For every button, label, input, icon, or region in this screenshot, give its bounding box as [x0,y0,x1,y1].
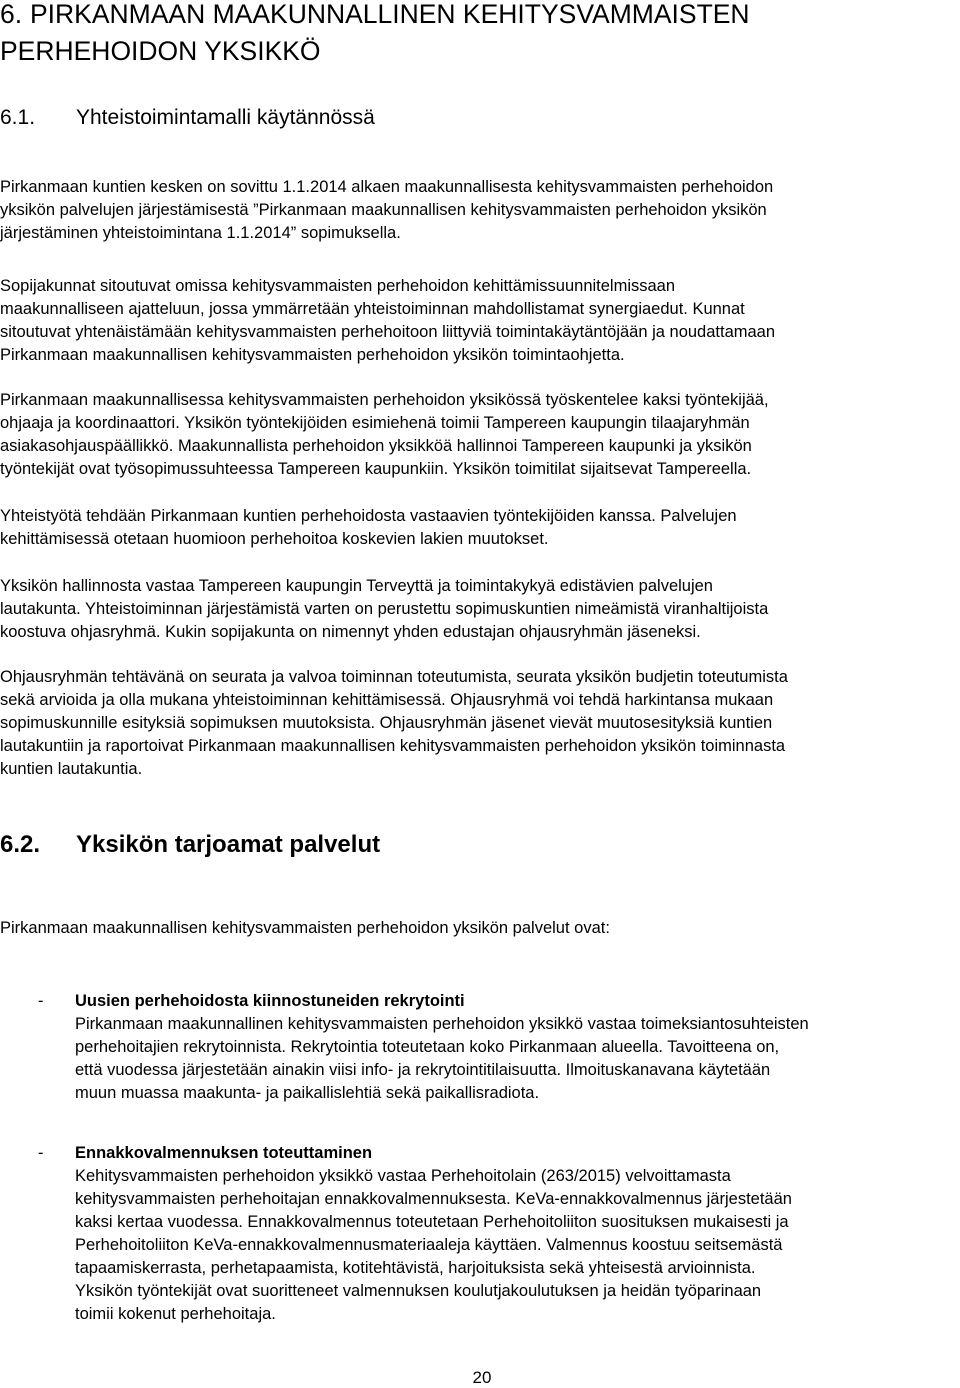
paragraph-5 [0,575,960,644]
paragraph-line: Pirkanmaan maakunnallisessa kehitysvammaisten perhehoidon yksikössä työskentelee kaksi työntekijää, [0,391,769,409]
service-item-line: perhehoitajien rekrytoinnista. Rekrytointia toteutetaan koko Pirkanmaan alueella. Tavoitteena on, [75,1038,780,1056]
paragraph-1 [0,176,960,245]
paragraph-line: Pirkanmaan kuntien kesken on sovittu 1.1.2014 alkaen maakunnallisesta kehitysvammaisten perhehoidon [0,178,774,196]
paragraph-line: kuntien lautakuntia. [0,760,143,778]
paragraph-line: Yksikön hallinnosta vastaa Tampereen kaupungin Terveyttä ja toimintakykyä edistävien palvelujen [0,577,713,595]
section-title: Yksikön tarjoamat palvelut [76,831,381,858]
paragraph-line: maakunnalliseen ajatteluun, jossa ymmärretään yhteistoiminnan mahdollistamat synergiaedut. Kunnat [0,300,745,318]
paragraph-line: kehittämisessä otetaan huomioon perhehoitoa koskevien lakien muutokset. [0,530,549,548]
section-number: 6.1. [0,106,36,129]
paragraph-line: Sopijakunnat sitoutuvat omissa kehitysvammaisten perhehoidon kehittämissuunnitelmissaan [0,277,676,295]
paragraph-line: sopimuskunnille esityksiä sopimuksen muutoksista. Ohjausryhmän jäsenet vievät muutosesityksiä kuntien [0,714,773,732]
service-item-line: Perhehoitoliiton KeVa-ennakkovalmennusmateriaaleja käyttäen. Valmennus koostuu seitsemästä [75,1236,783,1254]
paragraph-line: koostuva ohjasryhmä. Kukin sopijakunta on nimennyt yhden edustajan ohjausryhmän jäseneksi. [0,623,701,641]
paragraph-line: Yhteistyötä tehdään Pirkanmaan kuntien perhehoidosta vastaavien työntekijöiden kanssa. Palvelujen [0,507,737,525]
service-item-title: Ennakkovalmennuksen toteuttaminen [75,1144,373,1162]
service-item-line: että vuodessa järjestetään ainakin viisi info- ja rekrytointitilaisuutta. Ilmoituskanavana käytetään [75,1061,771,1079]
page-number: 20 [472,1368,492,1387]
paragraph-line: Pirkanmaan maakunnallisen kehitysvammaisten perhehoidon yksikön palvelut ovat: [0,919,610,937]
paragraph-2 [0,275,960,367]
paragraph-3 [0,389,960,481]
service-item-body [75,1142,960,1326]
service-item-line: kehitysvammaisten perhehoitajan ennakkovalmennuksesta. KeVa-ennakkovalmennus järjestetään [75,1190,792,1208]
list-dash: - [38,992,44,1010]
paragraph-line: Ohjausryhmän tehtävänä on seurata ja valvoa toiminnan toteutumista, seurata yksikön budjetin toteutumista [0,668,788,686]
service-item-body [75,990,960,1105]
paragraph-line: lautakunta. Yhteistoiminnan järjestämistä varten on perustettu sopimuskuntien nimeämistä viranhaltijoista [0,600,769,618]
paragraph-6 [0,666,960,781]
paragraph-line: sekä arvioida ja olla mukana yhteistoiminnan kehittämisessä. Ohjausryhmä voi tehdä harkintansa mukaan [0,691,774,709]
service-item-line: kaksi kertaa vuodessa. Ennakkovalmennus toteutetaan Perhehoitoliiton suosituksen mukaisesti ja [75,1213,789,1231]
service-item-line: tapaamiskerrasta, perhetapaamista, kotitehtävistä, harjoituksista sekä yhteisestä arvioinnista. [75,1259,756,1277]
paragraph-4 [0,505,960,551]
paragraph-line: ohjaaja ja koordinaattori. Yksikön työntekijöiden esimiehenä toimii Tampereen kaupungin tilaajaryhmän [0,414,750,432]
section-title: Yhteistoimintamalli käytännössä [76,106,375,129]
chapter-number: 6. [0,0,23,29]
chapter-title-line-2: PERHEHOIDON YKSIKKÖ [0,36,321,66]
service-item-title: Uusien perhehoidosta kiinnostuneiden rekrytointi [75,992,465,1010]
service-item-line: toimii kokenut perhehoitaja. [75,1305,276,1323]
paragraph-line: yksikön palvelujen järjestämisestä ”Pirkanmaan maakunnallisen kehitysvammaisten perhehoidon yksikön [0,201,767,219]
list-dash: - [38,1144,44,1162]
section-number: 6.2. [0,831,41,858]
chapter-title-line-1: PIRKANMAAN MAAKUNNALLINEN KEHITYSVAMMAISTEN [30,0,750,29]
service-item-line: Yksikön työntekijät ovat suoritteneet valmennuksen koulutjakoulutuksen ja heidän työparinaan [75,1282,762,1300]
services-intro [0,917,960,940]
paragraph-line: työntekijät ovat työsopimussuhteessa Tampereen kaupunkiin. Yksikön toimitilat sijaitsevat Tampereella. [0,460,752,478]
service-item-line: muun muassa maakunta- ja paikallislehtiä sekä paikallisradiota. [75,1084,540,1102]
paragraph-line: järjestäminen yhteistoimintana 1.1.2014” sopimuksella. [0,224,401,242]
paragraph-line: asiakasohjauspäällikkö. Maakunnallista perhehoidon yksikköä hallinnoi Tampereen kaupunki ja yksikön [0,437,752,455]
paragraph-line: sitoutuvat yhtenäistämään kehitysvammaisten perhehoitoon liittyviä toimintakäytäntöjään ja noudattamaan [0,323,776,341]
service-item-line: Kehitysvammaisten perhehoidon yksikkö vastaa Perhehoitolain (263/2015) velvoittamasta [75,1167,731,1185]
paragraph-line: Pirkanmaan maakunnallisen kehitysvammaisten perhehoidon yksikön toimintaohjetta. [0,346,625,364]
service-item-line: Pirkanmaan maakunnallinen kehitysvammaisten perhehoidon yksikkö vastaa toimeksiantosuhteisten [75,1015,809,1033]
paragraph-line: lautakuntiin ja raportoivat Pirkanmaan maakunnallisen kehitysvammaisten perhehoidon yksikön toiminnasta [0,737,786,755]
